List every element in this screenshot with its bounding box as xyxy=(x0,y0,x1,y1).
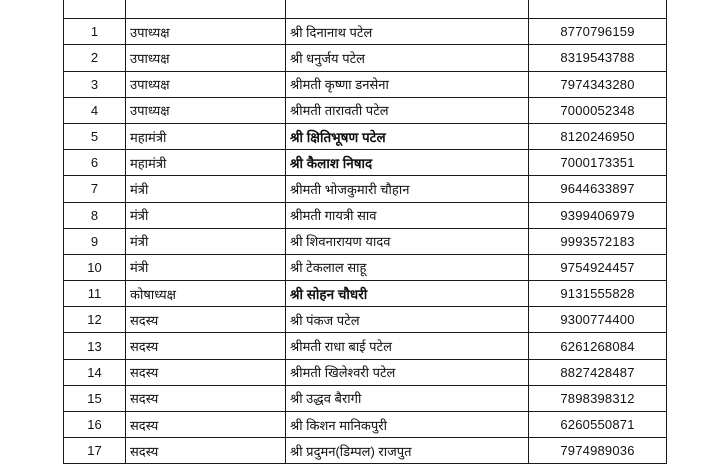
post-cell: मंत्री xyxy=(126,202,286,228)
phone-number-cell: 9993572183 xyxy=(529,228,667,254)
post-cell: महामंत्री xyxy=(126,123,286,149)
phone-number-cell: 6260550871 xyxy=(529,412,667,438)
post-cell: सदस्य xyxy=(126,307,286,333)
table-row xyxy=(64,281,667,307)
member-name-cell: श्रीमती भोजकुमारी चौहान xyxy=(286,176,529,202)
member-name-cell: श्रीमती राधा बाई पटेल xyxy=(286,333,529,359)
phone-number-cell: 9300774400 xyxy=(529,307,667,333)
table-row xyxy=(64,19,667,45)
serial-number-cell: 14 xyxy=(64,359,126,385)
post-cell: सदस्य xyxy=(126,359,286,385)
serial-number-cell: 17 xyxy=(64,438,126,464)
phone-number-cell: 7000052348 xyxy=(529,97,667,123)
serial-number-cell: 3 xyxy=(64,71,126,97)
serial-number-cell: 2 xyxy=(64,45,126,71)
table-row xyxy=(64,412,667,438)
serial-number-cell: 15 xyxy=(64,385,126,411)
serial-number-cell: 13 xyxy=(64,333,126,359)
phone-number-cell: 8827428487 xyxy=(529,359,667,385)
post-cell: सदस्य xyxy=(126,412,286,438)
post-cell: सदस्य xyxy=(126,438,286,464)
member-name-cell: श्री किशन मानिकपुरी xyxy=(286,412,529,438)
phone-number-cell: 6261268084 xyxy=(529,333,667,359)
table-row xyxy=(64,333,667,359)
phone-number-cell: 9644633897 xyxy=(529,176,667,202)
phone-number-cell xyxy=(529,0,667,19)
member-name-cell: श्री सोहन चौधरी xyxy=(286,281,529,307)
post-cell: महामंत्री xyxy=(126,150,286,176)
office-bearers-table xyxy=(63,0,667,464)
table-row xyxy=(64,228,667,254)
table-row xyxy=(64,307,667,333)
post-cell: उपाध्यक्ष xyxy=(126,97,286,123)
member-name-cell: श्री शिवनारायण यादव xyxy=(286,228,529,254)
serial-number-cell: 6 xyxy=(64,150,126,176)
serial-number-cell: 1 xyxy=(64,19,126,45)
post-cell: मंत्री xyxy=(126,176,286,202)
post-cell: सदस्य xyxy=(126,385,286,411)
phone-number-cell: 9399406979 xyxy=(529,202,667,228)
serial-number-cell: 5 xyxy=(64,123,126,149)
table-row xyxy=(64,45,667,71)
serial-number-cell: 11 xyxy=(64,281,126,307)
member-name-cell: श्री कैलाश निषाद xyxy=(286,150,529,176)
serial-number-cell: 7 xyxy=(64,176,126,202)
member-name-cell: श्री दिनानाथ पटेल xyxy=(286,19,529,45)
member-name-cell: श्री उद्धव बैरागी xyxy=(286,385,529,411)
serial-number-cell: 9 xyxy=(64,228,126,254)
serial-number-cell: 12 xyxy=(64,307,126,333)
serial-number-cell: 8 xyxy=(64,202,126,228)
serial-number-cell: 16 xyxy=(64,412,126,438)
table-body xyxy=(64,0,667,464)
member-name-cell: श्रीमती कृष्णा डनसेना xyxy=(286,71,529,97)
member-name-cell: श्री धनुर्जय पटेल xyxy=(286,45,529,71)
phone-number-cell: 8770796159 xyxy=(529,19,667,45)
member-name-cell: श्री पंकज पटेल xyxy=(286,307,529,333)
post-cell: मंत्री xyxy=(126,254,286,280)
phone-number-cell: 8120246950 xyxy=(529,123,667,149)
phone-number-cell: 7974343280 xyxy=(529,71,667,97)
member-name-cell: श्रीमती गायत्री साव xyxy=(286,202,529,228)
post-cell: उपाध्यक्ष xyxy=(126,71,286,97)
table-row xyxy=(64,123,667,149)
member-name-cell: श्रीमती खिलेश्वरी पटेल xyxy=(286,359,529,385)
serial-number-cell xyxy=(64,0,126,19)
table-row xyxy=(64,359,667,385)
table-row xyxy=(64,71,667,97)
post-cell: कोषाध्यक्ष xyxy=(126,281,286,307)
phone-number-cell: 7000173351 xyxy=(529,150,667,176)
phone-number-cell: 7974989036 xyxy=(529,438,667,464)
member-name-cell: श्री क्षितिभूषण पटेल xyxy=(286,123,529,149)
post-cell: मंत्री xyxy=(126,228,286,254)
serial-number-cell: 4 xyxy=(64,97,126,123)
table-row xyxy=(64,97,667,123)
phone-number-cell: 7898398312 xyxy=(529,385,667,411)
post-cell: सदस्य xyxy=(126,333,286,359)
post-cell: उपाध्यक्ष xyxy=(126,19,286,45)
member-name-cell: श्री टेकलाल साहू xyxy=(286,254,529,280)
table-row xyxy=(64,150,667,176)
table-row xyxy=(64,385,667,411)
table-row xyxy=(64,176,667,202)
member-name-cell: श्री प्रदुमन(डिम्पल) राजपुत xyxy=(286,438,529,464)
table-row xyxy=(64,254,667,280)
phone-number-cell: 9754924457 xyxy=(529,254,667,280)
serial-number-cell: 10 xyxy=(64,254,126,280)
table-row xyxy=(64,438,667,464)
table-row xyxy=(64,0,667,19)
member-name-cell xyxy=(286,0,529,19)
post-cell: उपाध्यक्ष xyxy=(126,45,286,71)
phone-number-cell: 9131555828 xyxy=(529,281,667,307)
member-name-cell: श्रीमती तारावती पटेल xyxy=(286,97,529,123)
phone-number-cell: 8319543788 xyxy=(529,45,667,71)
table-row xyxy=(64,202,667,228)
post-cell xyxy=(126,0,286,19)
